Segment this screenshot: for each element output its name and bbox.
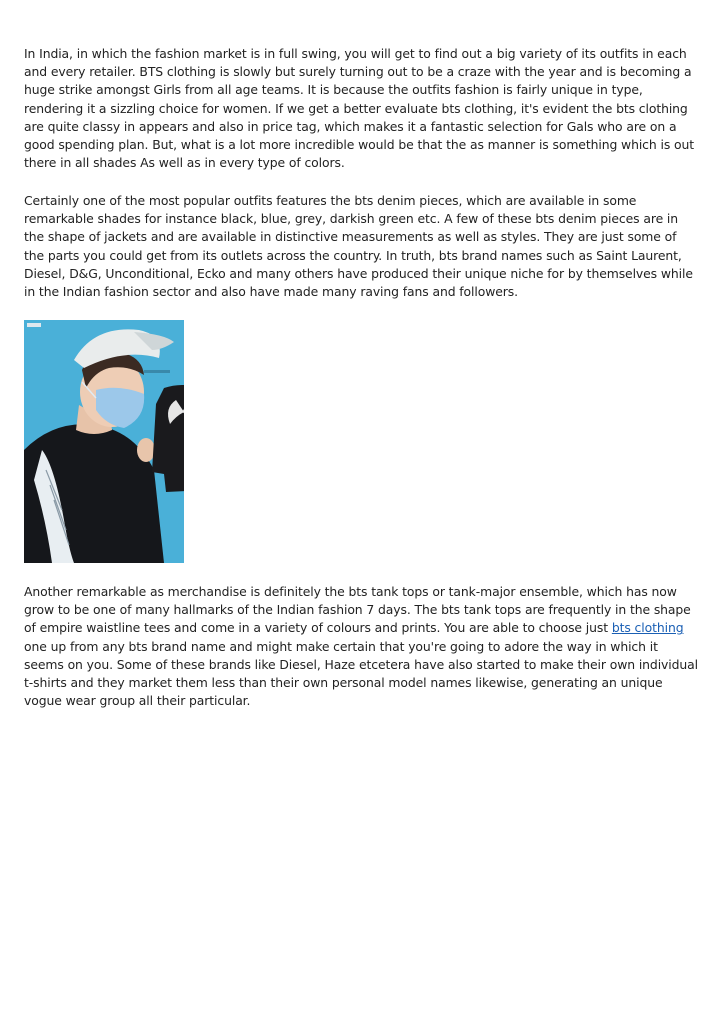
hand xyxy=(137,438,155,462)
bts-clothing-link[interactable]: bts clothing xyxy=(611,620,684,636)
product-photo-illustration xyxy=(24,320,184,563)
product-photo xyxy=(24,320,184,563)
paragraph-3-text-after-link: one up from any bts brand name and might make certain that you're going to adore the way in which it seems on you. Some of these brands like Diesel, Haze etcetera have also started to make their own individual t-shirts and they market them less than their own personal model names likewise, generating an unique vogue wear group all their particular. xyxy=(24,638,698,709)
photo-caption-mark xyxy=(144,370,170,373)
paragraph-3-text-before-link: Another remarkable as merchandise is definitely the bts tank tops or tank-major ensemble, which has now grow to be one of many hallmarks of the Indian fashion 7 days. The bts tank tops are frequently in the shape of empire waistline tees and come in a variety of colours and prints. You are able to choose just xyxy=(24,584,691,636)
paragraph-1: In India, in which the fashion market is in full swing, you will get to find out a big variety of its outfits in each and every retailer. BTS clothing is slowly but surely turning out to be a craze with the year and is becoming a huge strike amongst Girls from all age teams. It is because the outfits fashion is fairly unique in type, rendering it a sizzling choice for women. If we get a better evaluate bts clothing, it's evident the bts clothing are quite classy in appears and also in price tag, which makes it a fantastic selection for Gals who are on a good spending plan. But, what is a lot more incredible would be that the as manner is something which is out there in all shades As well as in every type of colors. xyxy=(24,46,695,171)
photo-corner-label xyxy=(27,323,41,327)
paragraph-3 xyxy=(24,583,700,710)
paragraph-2: Certainly one of the most popular outfits features the bts denim pieces, which are available in some remarkable shades for instance black, blue, grey, darkish green etc. A few of these bts denim pieces are in the shape of jackets and are available in distinctive measurements as well as styles. They are just some of the parts you could get from its outlets across the country. In truth, bts brand names such as Saint Laurent, Diesel, D&G, Unconditional, Ecko and many others have produced their unique niche for by themselves while in the Indian fashion sector and also have made many raving fans and followers. xyxy=(24,193,693,300)
